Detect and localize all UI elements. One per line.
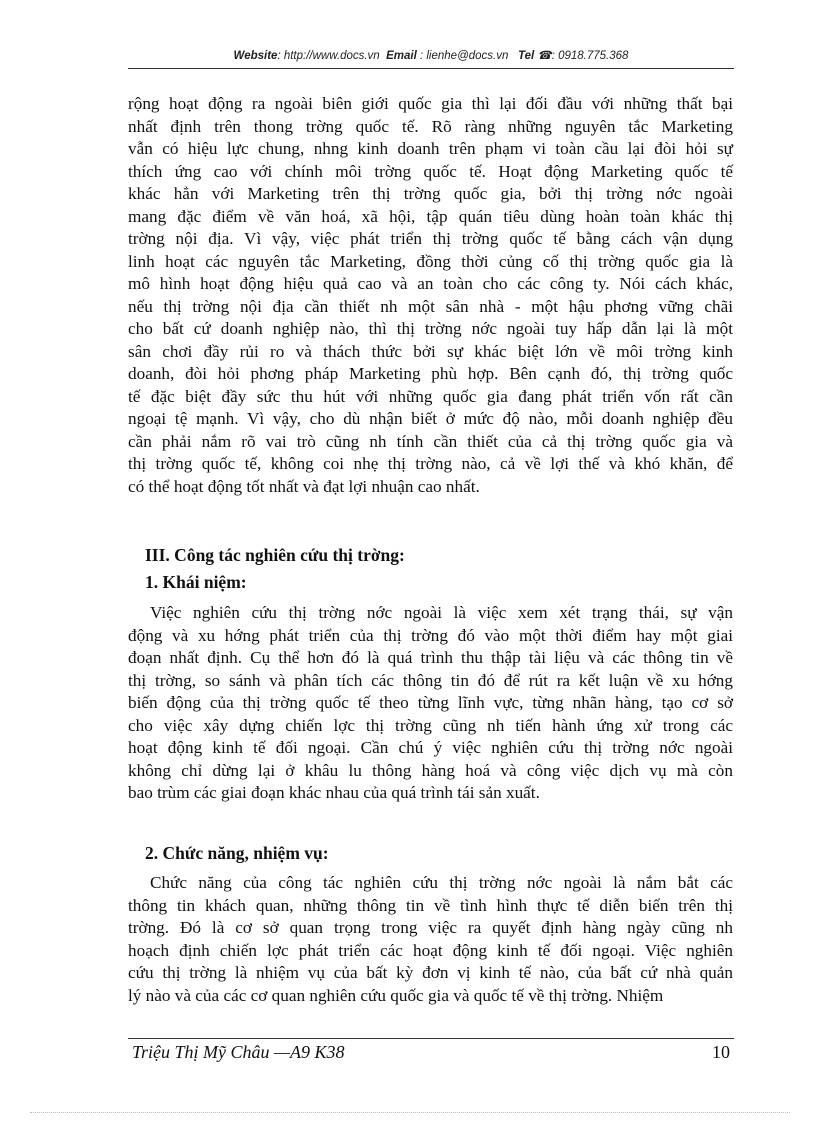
footer-divider bbox=[128, 1038, 734, 1039]
text-line: sân chơi đầy rủi ro và thách thức bởi sự khác biệt lớn về môi trờng kinh bbox=[128, 341, 733, 361]
text-line: mô hình hoạt động hiệu quả cao và an toàn cho các công ty. Nói cách khác, bbox=[128, 274, 733, 293]
text-line: hoạt động kinh tế đối ngoại. Cần chú ý việc nghiên cứu thị trờng nớc ngoài bbox=[128, 738, 733, 757]
text-line: cần phải nắm rõ vai trò cũng nh tính cần thiết của cả thị trờng quốc gia và bbox=[128, 431, 733, 451]
text-line: vẫn có hiệu lực chung, nhng kinh doanh trên phạm vi toàn cầu lại đòi hỏi sự bbox=[128, 139, 733, 158]
text-line: mang đặc điểm về văn hoá, xã hội, tập quán tiêu dùng hoàn toàn khác thị bbox=[128, 206, 733, 226]
text-line: cho bất cứ doanh nghiệp nào, thì thị trờng nớc ngoài tuy hấp dẫn lại là một bbox=[128, 319, 733, 338]
text-line: cứu thị trờng là nhiệm vụ của bất kỳ đơn vị kinh tế nào, của bất cứ nhà quản bbox=[128, 963, 733, 982]
header-divider bbox=[128, 68, 734, 69]
phone-icon: ☎ bbox=[537, 50, 552, 62]
text-line: đoạn nhất định. Cụ thể hơn đó là quá trình thu thập tài liệu và các thông tin về bbox=[128, 648, 733, 667]
text-line: thị trờng quốc tế, không coi nhẹ thị trờng nào, cả về lợi thế và khó khăn, để bbox=[128, 454, 733, 473]
text-line: cho việc xây dựng chiến lợc thị trờng cũng nh tiến hành ứng xử trong các bbox=[128, 715, 733, 735]
text-line: doanh, đòi hỏi phơng pháp Marketing phù hợp. Bên cạnh đó, thị trờng quốc bbox=[128, 364, 733, 383]
text-line: biến động của thị trờng quốc tế theo từng lĩnh vực, từng nhãn hàng, tạo cơ sở bbox=[128, 693, 733, 712]
text-line: Việc nghiên cứu thị trờng nớc ngoài là việc xem xét trạng thái, sự vận bbox=[150, 603, 733, 622]
text-line: thị trờng, so sánh và phân tích các thông tin đó để rút ra kết luận về xu hớng bbox=[128, 670, 733, 690]
text-line: không chỉ dừng lại ở khâu lu thông hàng hoá và công việc dịch vụ mà còn bbox=[128, 760, 733, 780]
text-line: linh hoạt các nguyên tắc Marketing, đồng thời củng cố thị trờng quốc gia là bbox=[128, 251, 733, 271]
tel-value: : 0918.775.368 bbox=[551, 50, 629, 62]
subsection-1-paragraph bbox=[128, 602, 733, 805]
text-line: Chức năng của công tác nghiên cứu thị trờng nớc ngoài là nắm bắt các bbox=[150, 873, 733, 892]
footer-author: Triệu Thị Mỹ Châu —A9 K38 bbox=[132, 1042, 345, 1062]
text-line: trờng. Đó là cơ sở quan trọng trong việc ra quyết định hàng ngày cũng nh bbox=[128, 918, 733, 937]
text-line: bao trùm các giai đoạn khác nhau của quá trình tái sản xuất. bbox=[128, 783, 540, 802]
tel-label: Tel bbox=[517, 50, 535, 62]
text-line: thông tin khách quan, những thông tin về tình hình thực tế diễn biến trên thị bbox=[128, 895, 733, 915]
text-line: ngoại tệ mạnh. Vì vậy, cho dù nhận biết ở mức độ nào, mỗi doanh nghiệp đều bbox=[128, 409, 733, 428]
text-line: nếu thị trờng nội địa cần thiết nh một sân nhà - một hậu phơng vững chãi bbox=[128, 296, 733, 316]
text-line: rộng hoạt động ra ngoài biên giới quốc gia thì lại đối đầu với những thất bại bbox=[128, 94, 733, 113]
text-line: nhất định trên thong trờng quốc tế. Rõ ràng những nguyên tắc Marketing bbox=[128, 116, 733, 136]
section-heading: III. Công tác nghiên cứu thị trờng: bbox=[145, 545, 405, 565]
intro-paragraph bbox=[128, 93, 733, 498]
text-line: trờng nội địa. Vì vậy, việc phát triển thị trờng quốc tế bằng cách vận dụng bbox=[128, 229, 733, 248]
text-line: có thể hoạt động tốt nhất và đạt lợi nhuận cao nhất. bbox=[128, 476, 480, 496]
website-value: : http://www.docs.vn bbox=[277, 50, 380, 62]
subsection-2-heading: 2. Chức năng, nhiệm vụ: bbox=[145, 843, 329, 863]
text-line: tế đặc biệt đầy sức thu hút với những quốc gia đang phát triển vốn rất cần bbox=[128, 386, 733, 406]
text-line: khác hẳn với Marketing trên thị trờng quốc gia, bởi thị trờng nớc ngoài bbox=[128, 184, 733, 203]
page-header bbox=[128, 48, 734, 62]
page-bottom-border bbox=[30, 1112, 790, 1113]
subsection-2-paragraph bbox=[128, 872, 733, 1007]
page-number: 10 bbox=[712, 1042, 730, 1062]
text-line: hoạch định chiến lợc phát triển các hoạt động kinh tế đối ngoại. Việc nghiên bbox=[128, 940, 733, 960]
text-line: động và xu hớng phát triển của thị trờng đó vào một thời điểm hay một giai bbox=[128, 625, 733, 645]
subsection-1-heading: 1. Khái niệm: bbox=[145, 572, 247, 592]
text-line: lý nào và của các cơ quan nghiên cứu quốc gia và quốc tế về thị trờng. Nhiệm bbox=[128, 985, 664, 1005]
text-line: thích ứng cao với chính môi trờng quốc tế. Hoạt động Marketing quốc tế bbox=[128, 161, 733, 181]
email-value: : lienhe@docs.vn bbox=[419, 50, 509, 62]
website-label: Website bbox=[233, 50, 278, 62]
email-label: Email bbox=[386, 50, 417, 62]
